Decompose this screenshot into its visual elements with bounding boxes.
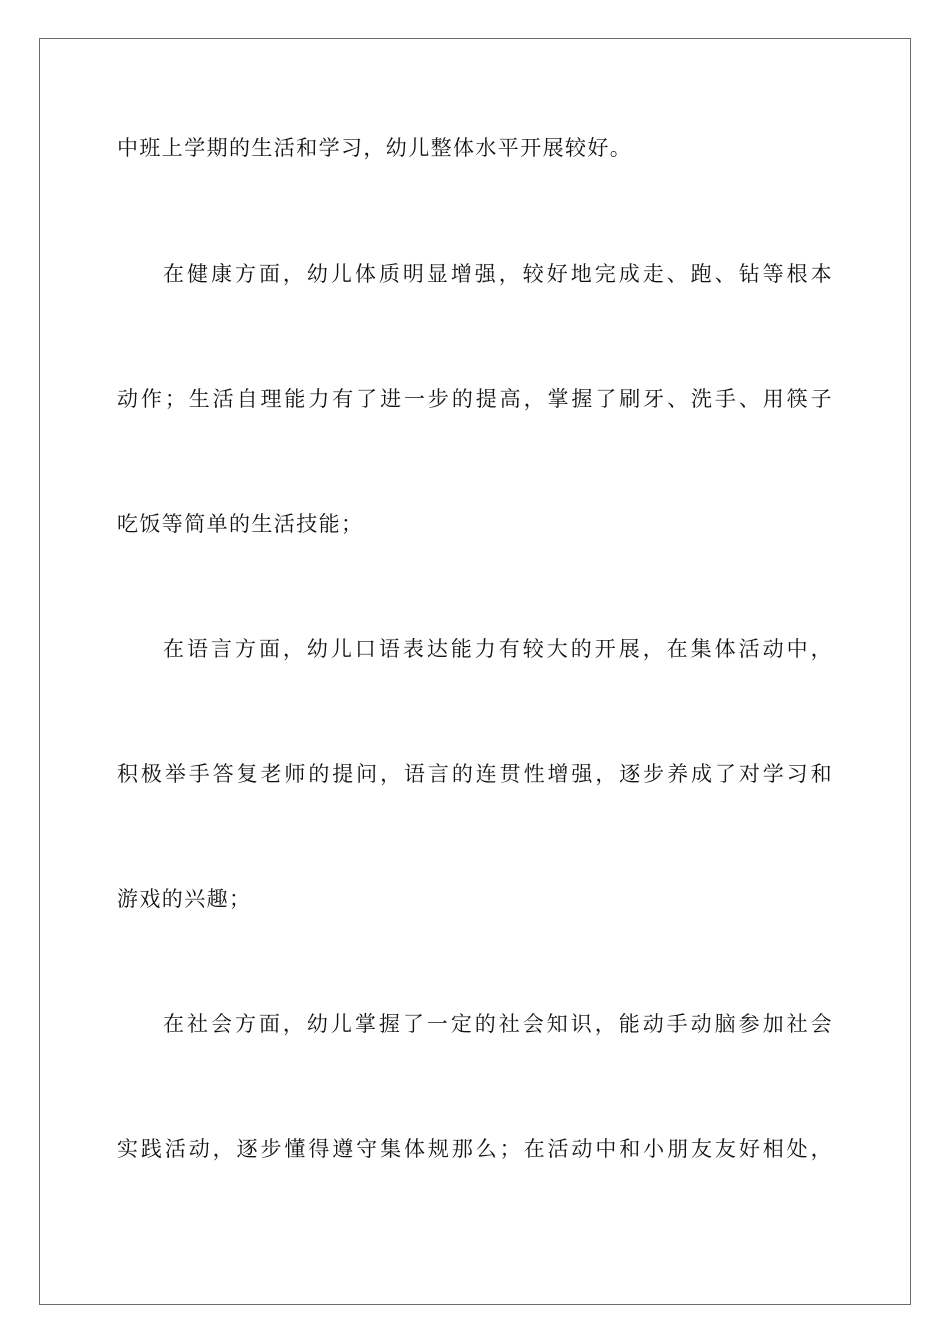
text-line-2: 在健康方面，幼儿体质明显增强，较好地完成走、跑、钻等根本 [163,262,833,286]
text-line-5: 在语言方面，幼儿口语表达能力有较大的开展，在集体活动中， [163,637,833,661]
text-line-6: 积极举手答复老师的提问，语言的连贯性增强，逐步养成了对学习和 [117,762,833,786]
text-line-9: 实践活动，逐步懂得遵守集体规那么；在活动中和小朋友友好相处， [117,1137,833,1161]
text-line-1: 中班上学期的生活和学习，幼儿整体水平开展较好。 [117,136,633,160]
text-line-8: 在社会方面，幼儿掌握了一定的社会知识，能动手动脑参加社会 [163,1012,833,1036]
text-line-7: 游戏的兴趣； [117,887,252,911]
text-line-4: 吃饭等简单的生活技能； [117,512,364,536]
page-border [39,38,911,1305]
text-line-3: 动作；生活自理能力有了进一步的提高，掌握了刷牙、洗手、用筷子 [117,387,833,411]
